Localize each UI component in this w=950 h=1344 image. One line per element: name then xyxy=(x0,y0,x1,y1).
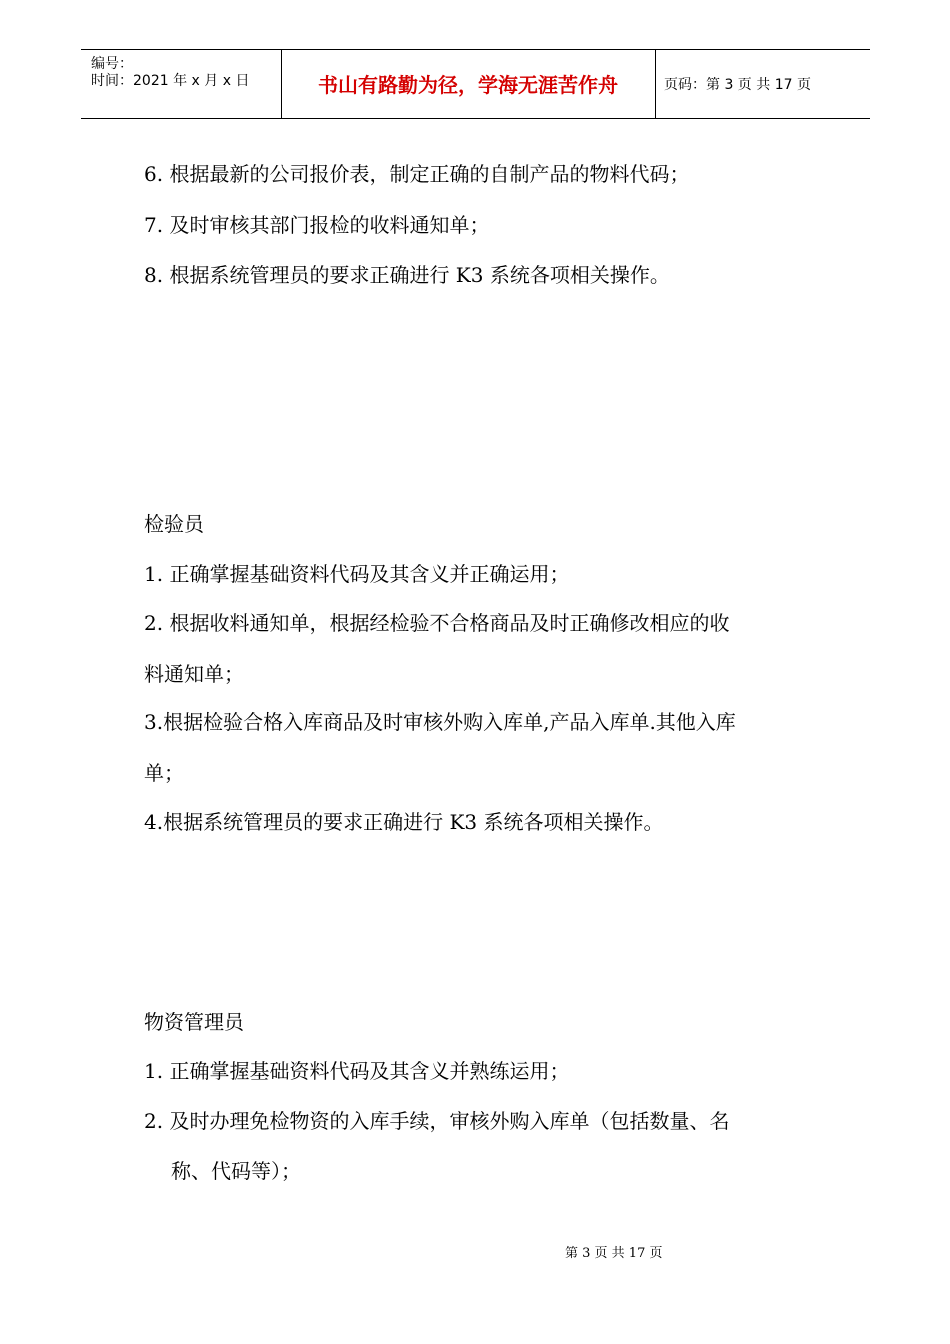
list-item: 4.根据系统管理员的要求正确进行 K3 系统各项相关操作。 xyxy=(144,810,664,834)
section-title-materials-manager: 物资管理员 xyxy=(144,1010,244,1034)
list-item: 2. 及时办理免检物资的入库手续，审核外购入库单（包括数量、名 xyxy=(144,1109,730,1133)
list-item: 1. 正确掌握基础资料代码及其含义并熟练运用； xyxy=(144,1059,570,1083)
header-slogan-cell xyxy=(281,50,656,118)
list-item: 8. 根据系统管理员的要求正确进行 K3 系统各项相关操作。 xyxy=(144,263,670,287)
document-time-label: 时间：2021 年 x 月 x 日 xyxy=(91,73,250,89)
page-footer: 第 3 页 共 17 页 xyxy=(565,1246,663,1261)
list-item-continuation: 料通知单； xyxy=(144,662,244,686)
header-page-info: 页码：第 3 页 共 17 页 xyxy=(664,77,811,93)
list-item: 7. 及时审核其部门报检的收料通知单； xyxy=(144,213,490,237)
list-item: 1. 正确掌握基础资料代码及其含义并正确运用； xyxy=(144,562,570,586)
header-meta-cell xyxy=(81,50,282,118)
header-page-cell xyxy=(656,50,870,118)
list-item-continuation: 称、代码等）； xyxy=(171,1159,301,1183)
list-item: 6. 根据最新的公司报价表，制定正确的自制产品的物料代码； xyxy=(144,162,690,186)
header-slogan: 书山有路勤为径，学海无涯苦作舟 xyxy=(318,73,618,97)
document-number-label: 编号： xyxy=(91,56,133,72)
section-title-inspector: 检验员 xyxy=(144,512,204,536)
list-item: 3.根据检验合格入库商品及时审核外购入库单,产品入库单.其他入库 xyxy=(144,710,736,734)
list-item-continuation: 单； xyxy=(144,761,184,785)
list-item: 2. 根据收料通知单，根据经检验不合格商品及时正确修改相应的收 xyxy=(144,611,730,635)
page-header xyxy=(81,49,870,119)
